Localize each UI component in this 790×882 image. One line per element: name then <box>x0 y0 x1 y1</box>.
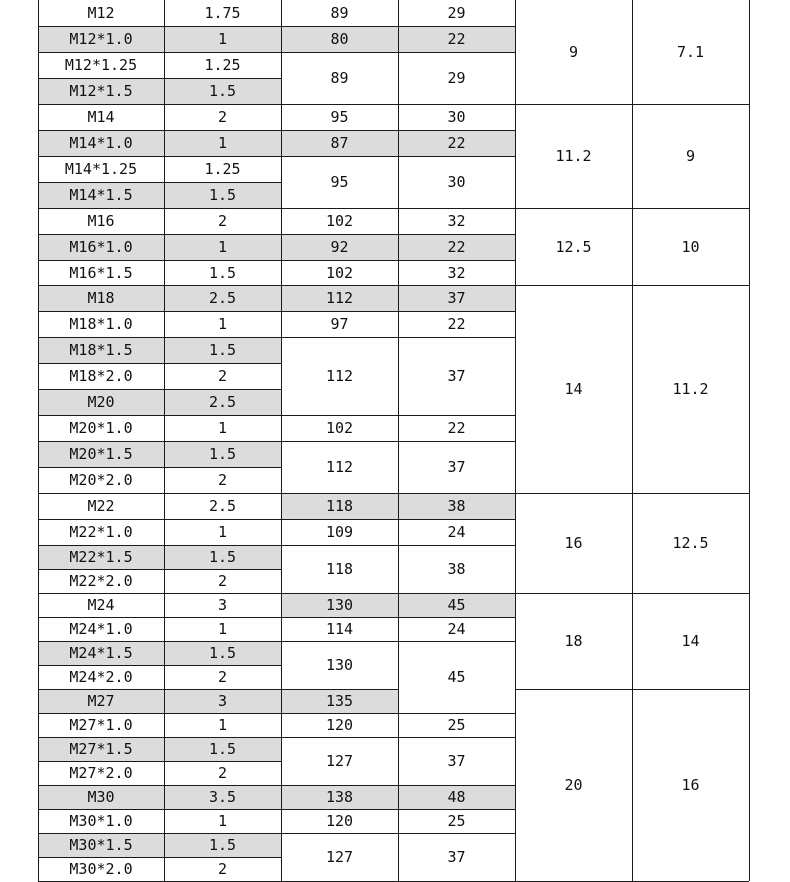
cell-dim-a: 80 <box>281 26 398 52</box>
grid-line <box>281 234 398 235</box>
cell-size: M24 <box>87 596 115 614</box>
cell-group-a: 18 <box>564 632 583 650</box>
grid-line <box>398 285 515 286</box>
grid-line <box>38 761 281 762</box>
cell-dim-a: 118 <box>281 493 398 519</box>
cell-group-b: 9 <box>685 147 696 165</box>
cell-dim-a: 135 <box>281 689 398 713</box>
cell-dim-b: 32 <box>447 263 466 282</box>
cell-pitch: 3 <box>217 596 228 614</box>
cell-size: M24*1.5 <box>38 641 164 665</box>
grid-line <box>398 593 515 594</box>
cell-pitch: 2 <box>217 212 228 230</box>
cell-dim-a: 95 <box>330 108 349 126</box>
cell-size: M30*1.0 <box>69 812 133 830</box>
cell-size: M14*1.5 <box>38 182 164 208</box>
cell-size: M18*2.0 <box>69 367 133 385</box>
cell-pitch: 3 <box>164 689 281 713</box>
cell-size: M30 <box>38 785 164 809</box>
grid-line <box>281 785 398 786</box>
grid-line <box>281 52 398 53</box>
grid-line <box>38 26 281 27</box>
cell-pitch: 2 <box>217 668 228 686</box>
grid-line <box>38 833 281 834</box>
grid-line <box>38 78 281 79</box>
cell-pitch: 1.5 <box>164 545 281 569</box>
cell-pitch: 1 <box>217 620 228 638</box>
grid-line <box>281 593 398 594</box>
cell-dim-b: 22 <box>447 315 466 333</box>
grid-line <box>515 208 749 209</box>
cell-pitch: 2 <box>217 108 228 126</box>
grid-line <box>281 809 398 810</box>
cell-pitch: 2 <box>217 572 228 590</box>
grid-line <box>398 337 515 338</box>
cell-size: M12*1.25 <box>64 56 138 74</box>
cell-dim-b: 45 <box>398 593 515 617</box>
cell-pitch: 1.5 <box>164 833 281 857</box>
grid-line <box>38 641 281 642</box>
cell-dim-b: 30 <box>447 173 466 191</box>
cell-dim-b: 37 <box>447 752 466 770</box>
cell-pitch: 2 <box>217 860 228 878</box>
cell-dim-a: 118 <box>325 560 354 578</box>
grid-line <box>38 569 281 570</box>
cell-size: M27*1.0 <box>69 716 133 734</box>
grid-line <box>515 593 749 594</box>
cell-pitch: 1 <box>217 716 228 734</box>
grid-line <box>38 545 281 546</box>
cell-size: M18 <box>38 285 164 311</box>
cell-size: M27*2.0 <box>69 764 133 782</box>
cell-size: M22*2.0 <box>69 572 133 590</box>
grid-line <box>281 104 398 105</box>
cell-pitch: 1.5 <box>164 78 281 104</box>
grid-line <box>38 809 281 810</box>
grid-line <box>398 156 515 157</box>
cell-pitch: 1 <box>217 812 228 830</box>
cell-dim-b: 30 <box>447 108 466 126</box>
cell-dim-a: 102 <box>325 419 354 437</box>
cell-dim-b: 22 <box>447 419 466 437</box>
cell-size: M20*1.5 <box>38 441 164 467</box>
grid-line <box>515 493 749 494</box>
cell-group-b: 12.5 <box>672 534 709 552</box>
grid-line <box>281 337 398 338</box>
cell-dim-b: 48 <box>398 785 515 809</box>
grid-line <box>38 689 281 690</box>
grid-line <box>281 641 398 642</box>
cell-dim-a: 138 <box>281 785 398 809</box>
grid-line <box>398 713 515 714</box>
grid-line <box>281 260 398 261</box>
cell-dim-b: 37 <box>398 285 515 311</box>
grid-line <box>281 713 398 714</box>
grid-line <box>398 52 515 53</box>
cell-size: M24*1.0 <box>69 620 133 638</box>
cell-pitch: 1 <box>164 234 281 260</box>
cell-dim-a: 109 <box>325 523 354 541</box>
cell-dim-b: 37 <box>447 458 466 476</box>
cell-pitch: 1.25 <box>204 160 241 178</box>
grid-line <box>398 617 515 618</box>
grid-line <box>38 130 281 131</box>
grid-line <box>38 104 281 105</box>
cell-size: M14*1.0 <box>38 130 164 156</box>
cell-size: M27*1.5 <box>38 737 164 761</box>
grid-line <box>38 493 281 494</box>
grid-line <box>398 415 515 416</box>
cell-size: M27 <box>38 689 164 713</box>
grid-line <box>398 311 515 312</box>
cell-dim-b: 24 <box>447 523 466 541</box>
cell-dim-b: 24 <box>447 620 466 638</box>
cell-group-a: 16 <box>564 534 583 552</box>
cell-group-a: 14 <box>564 380 583 398</box>
grid-line <box>398 441 515 442</box>
grid-line <box>38 182 281 183</box>
grid-line <box>398 545 515 546</box>
grid-line <box>398 833 515 834</box>
grid-line <box>38 737 281 738</box>
grid-line <box>398 208 515 209</box>
grid-line <box>38 260 281 261</box>
grid-line <box>38 441 281 442</box>
cell-dim-b: 37 <box>447 848 466 866</box>
cell-pitch: 1 <box>217 315 228 333</box>
cell-dim-b: 22 <box>398 130 515 156</box>
cell-dim-b: 25 <box>447 812 466 830</box>
cell-pitch: 2 <box>217 471 228 489</box>
cell-size: M14*1.25 <box>64 160 138 178</box>
cell-group-a: 11.2 <box>555 147 592 165</box>
cell-dim-b: 22 <box>398 26 515 52</box>
cell-dim-a: 120 <box>325 716 354 734</box>
cell-size: M14 <box>87 108 115 126</box>
cell-dim-a: 102 <box>325 263 354 282</box>
cell-pitch: 2 <box>217 367 228 385</box>
grid-line <box>398 785 515 786</box>
grid-line <box>38 363 281 364</box>
cell-size: M30*1.5 <box>38 833 164 857</box>
cell-size: M18*1.5 <box>38 337 164 363</box>
grid-line <box>281 493 398 494</box>
grid-line <box>398 641 515 642</box>
grid-line <box>515 104 749 105</box>
grid-line <box>398 493 515 494</box>
cell-group-b: 7.1 <box>676 43 705 61</box>
cell-dim-a: 95 <box>330 173 349 191</box>
grid-line <box>281 311 398 312</box>
grid-line <box>281 415 398 416</box>
cell-dim-b: 29 <box>447 4 466 22</box>
cell-dim-b: 45 <box>447 668 466 686</box>
grid-line <box>281 833 398 834</box>
grid-line <box>281 689 398 690</box>
cell-size: M16*1.5 <box>69 263 133 282</box>
grid-line <box>398 234 515 235</box>
cell-pitch: 2.5 <box>164 285 281 311</box>
cell-dim-b: 38 <box>398 493 515 519</box>
grid-line <box>398 809 515 810</box>
grid-line <box>398 104 515 105</box>
grid-line <box>38 156 281 157</box>
cell-dim-a: 102 <box>325 212 354 230</box>
grid-line <box>281 26 398 27</box>
grid-line <box>398 26 515 27</box>
cell-size: M12*1.5 <box>38 78 164 104</box>
cell-dim-b: 32 <box>447 212 466 230</box>
grid-line <box>632 0 633 881</box>
grid-line <box>38 52 281 53</box>
cell-size: M22*1.0 <box>69 523 133 541</box>
grid-line <box>281 519 398 520</box>
cell-pitch: 1.5 <box>164 641 281 665</box>
grid-line <box>398 519 515 520</box>
cell-dim-a: 112 <box>281 285 398 311</box>
grid-line <box>281 130 398 131</box>
grid-line <box>749 0 750 881</box>
cell-dim-a: 92 <box>281 234 398 260</box>
grid-line <box>38 208 281 209</box>
cell-size: M22 <box>87 497 115 515</box>
cell-group-b: 11.2 <box>672 380 709 398</box>
grid-line <box>398 130 515 131</box>
cell-pitch: 1 <box>164 130 281 156</box>
grid-line <box>398 737 515 738</box>
cell-dim-b: 38 <box>447 560 466 578</box>
cell-size: M16 <box>87 212 115 230</box>
grid-line <box>38 519 281 520</box>
cell-size: M24*2.0 <box>69 668 133 686</box>
cell-group-b: 16 <box>681 776 700 794</box>
cell-group-b: 10 <box>681 237 700 256</box>
cell-dim-b: 37 <box>447 367 466 385</box>
cell-size: M18*1.0 <box>69 315 133 333</box>
grid-line <box>38 285 281 286</box>
cell-size: M22*1.5 <box>38 545 164 569</box>
cell-pitch: 2.5 <box>164 389 281 415</box>
grid-line <box>281 617 398 618</box>
grid-line <box>281 285 398 286</box>
cell-dim-a: 112 <box>325 367 354 385</box>
cell-pitch: 2 <box>217 764 228 782</box>
grid-line <box>398 260 515 261</box>
grid-line <box>515 689 749 690</box>
cell-dim-a: 89 <box>330 69 349 87</box>
cell-size: M20*1.0 <box>69 419 133 437</box>
cell-size: M16*1.0 <box>38 234 164 260</box>
cell-pitch: 1.25 <box>204 56 241 74</box>
cell-size: M12 <box>87 4 115 22</box>
cell-group-a: 12.5 <box>555 237 592 256</box>
cell-pitch: 3.5 <box>164 785 281 809</box>
cell-pitch: 1.5 <box>208 263 237 282</box>
cell-dim-a: 112 <box>325 458 354 476</box>
cell-size: M12*1.0 <box>38 26 164 52</box>
cell-pitch: 1.5 <box>164 337 281 363</box>
grid-line <box>38 337 281 338</box>
cell-dim-b: 25 <box>447 716 466 734</box>
cell-pitch: 1 <box>164 26 281 52</box>
cell-dim-b: 29 <box>447 69 466 87</box>
cell-pitch: 1.5 <box>164 182 281 208</box>
grid-line <box>281 208 398 209</box>
grid-line <box>38 785 281 786</box>
grid-line <box>38 389 281 390</box>
grid-line <box>281 441 398 442</box>
grid-line <box>38 311 281 312</box>
cell-group-a: 9 <box>568 43 579 61</box>
grid-line <box>38 857 281 858</box>
grid-line <box>281 156 398 157</box>
grid-line <box>38 665 281 666</box>
cell-pitch: 1 <box>217 523 228 541</box>
cell-dim-a: 89 <box>330 4 349 22</box>
grid-line <box>38 234 281 235</box>
grid-line <box>38 593 281 594</box>
cell-group-b: 14 <box>681 632 700 650</box>
cell-pitch: 1.5 <box>164 441 281 467</box>
grid-line <box>38 415 281 416</box>
cell-pitch: 1.5 <box>164 737 281 761</box>
grid-line <box>515 285 749 286</box>
grid-line <box>38 467 281 468</box>
cell-dim-b: 22 <box>398 234 515 260</box>
cell-dim-a: 130 <box>281 593 398 617</box>
cell-dim-a: 114 <box>325 620 354 638</box>
grid-line <box>281 737 398 738</box>
cell-dim-a: 130 <box>325 656 354 674</box>
cell-pitch: 2.5 <box>208 497 237 515</box>
cell-dim-a: 87 <box>281 130 398 156</box>
cell-size: M20*2.0 <box>69 471 133 489</box>
cell-pitch: 1 <box>217 419 228 437</box>
grid-line <box>281 545 398 546</box>
cell-dim-a: 97 <box>330 315 349 333</box>
grid-line <box>38 713 281 714</box>
cell-dim-a: 127 <box>325 848 354 866</box>
cell-dim-a: 127 <box>325 752 354 770</box>
cell-group-a: 20 <box>564 776 583 794</box>
cell-pitch: 1.75 <box>204 4 241 22</box>
grid-line <box>38 617 281 618</box>
cell-size: M30*2.0 <box>69 860 133 878</box>
cell-size: M20 <box>38 389 164 415</box>
cell-dim-a: 120 <box>325 812 354 830</box>
